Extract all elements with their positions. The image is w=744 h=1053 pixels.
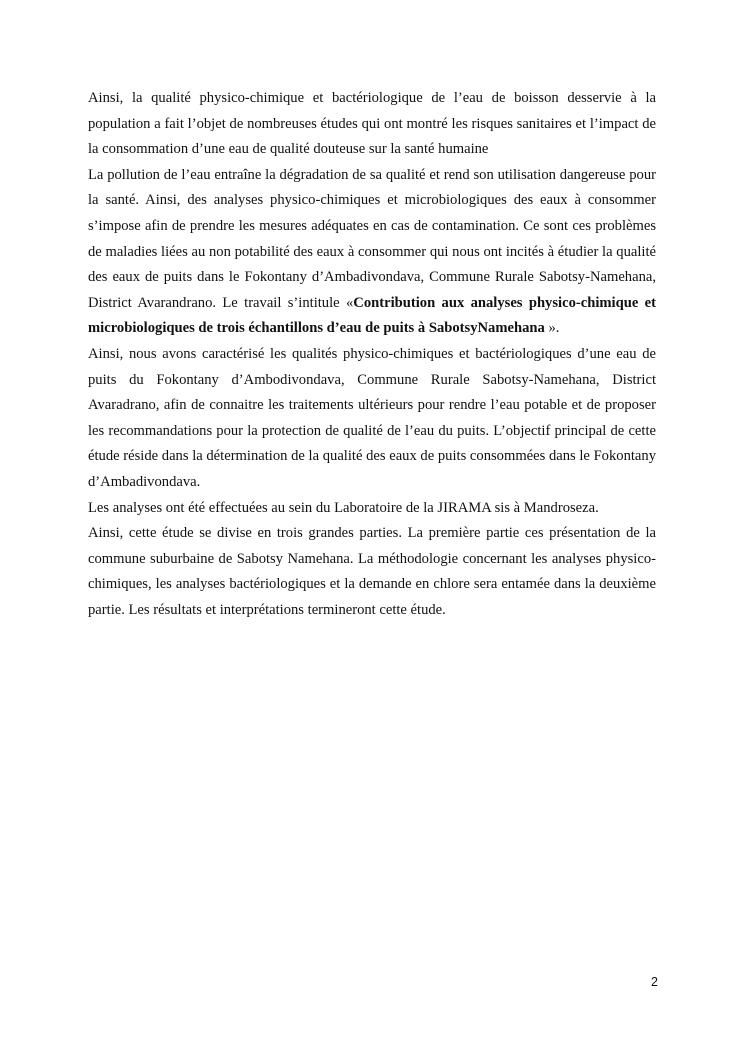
paragraph-5: Ainsi, cette étude se divise en trois grandes parties. La première partie ces présentation de la commune suburbaine de Sabotsy Namehana. La méthodologie concernant les analyses physico-chimiques, les analyses bactériologiques et la demande en chlore sera entamée dans la deuxième partie. Les résultats et interprétations termineront cette étude.: [88, 525, 656, 618]
paragraph-4: Les analyses ont été effectuées au sein du Laboratoire de la JIRAMA sis à Mandroseza.: [88, 499, 599, 516]
paragraph-1: Ainsi, la qualité physico-chimique et bactériologique de l’eau de boisson desservie à la population a fait l’objet de nombreuses études qui ont montré les risques sanitaires et l’impact de la consommation d’une eau de qualité douteuse sur la santé humaine: [88, 90, 656, 158]
paragraph-3: Ainsi, nous avons caractérisé les qualités physico-chimiques et bactériologiques d’une eau de puits du Fokontany d’Ambodivondava, Commune Rurale Sabotsy-Namehana, District Avaradrano, afin de connaitre les traitements ultérieurs pour rendre l’eau potable et de proposer les recommandations pour la protection de qualité de l’eau du puits. L’objectif principal de cette étude réside dans la détermination de la qualité des eaux de puits consommées dans le Fokontany d’Ambadivondava.: [88, 345, 656, 490]
body-text: [88, 86, 656, 623]
page-number: 2: [651, 975, 658, 989]
paragraph-2: [88, 163, 656, 342]
study-title: Contribution aux analyses physico-chimique et microbiologiques de trois échantillons d’eau de puits à SabotsyNamehana: [88, 294, 656, 337]
paragraph-2-text: La pollution de l’eau entraîne la dégradation de sa qualité et rend son utilisation dangereuse pour la santé. Ainsi, des analyses physico-chimiques et microbiologiques des eaux à consommer s’impose afin de prendre les mesures adéquates en cas de contamination. Ce sont ces problèmes de maladies liées au non potabilité des eaux à consommer qui nous ont incités à étudier la qualité des eaux de puits dans le Fokontany d’Ambadivondava, Commune Rurale Sabotsy-Namehana, District Avarandrano. Le travail s’intitule «: [88, 166, 656, 311]
paragraph-2-end: ».: [544, 320, 560, 337]
